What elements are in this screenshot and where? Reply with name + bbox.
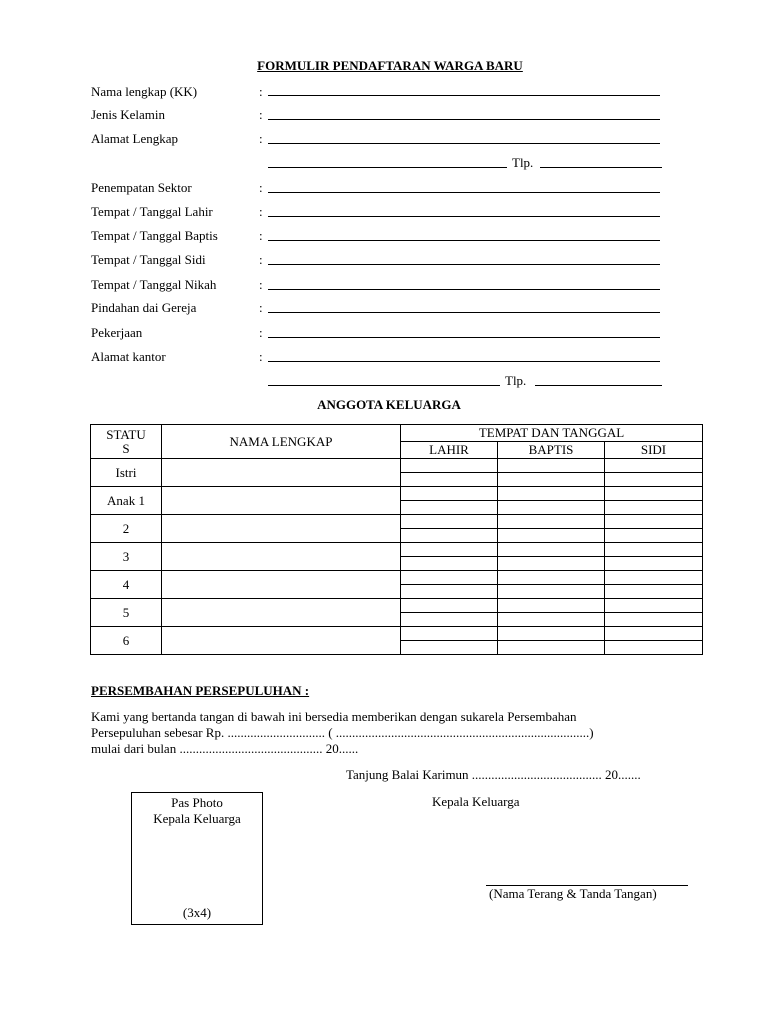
row-status-child-1: Anak 1 xyxy=(91,487,162,515)
baptism-cell[interactable] xyxy=(498,641,605,655)
family-members-table xyxy=(90,424,703,655)
birth-cell[interactable] xyxy=(401,459,498,473)
birth-cell[interactable] xyxy=(401,557,498,571)
birth-cell[interactable] xyxy=(401,641,498,655)
name-cell[interactable] xyxy=(162,515,401,543)
confirmation-cell[interactable] xyxy=(605,641,703,655)
field-label-confirmation: Tempat / Tanggal Sidi xyxy=(91,252,206,267)
family-heading: ANGGOTA KELUARGA xyxy=(317,397,461,412)
field-colon: : xyxy=(259,325,263,340)
birth-cell[interactable] xyxy=(401,529,498,543)
confirmation-cell[interactable] xyxy=(605,627,703,641)
previous-church-field[interactable] xyxy=(268,312,660,313)
tithe-line-1: Kami yang bertanda tangan di bawah ini bersedia memberikan dengan sukarela Persembahan xyxy=(91,709,577,724)
baptism-field[interactable] xyxy=(268,240,660,241)
photo-box xyxy=(131,792,263,925)
name-cell[interactable] xyxy=(162,459,401,487)
birth-cell[interactable] xyxy=(401,585,498,599)
baptism-cell[interactable] xyxy=(498,515,605,529)
row-status-child-2: 2 xyxy=(91,515,162,543)
confirmation-cell[interactable] xyxy=(605,571,703,585)
field-colon: : xyxy=(259,107,263,122)
baptism-cell[interactable] xyxy=(498,501,605,515)
birth-cell[interactable] xyxy=(401,515,498,529)
confirmation-cell[interactable] xyxy=(605,557,703,571)
signature-title: Kepala Keluarga xyxy=(432,794,520,809)
gender-field[interactable] xyxy=(268,119,660,120)
field-label-address: Alamat Lengkap xyxy=(91,131,178,146)
name-cell[interactable] xyxy=(162,571,401,599)
col-header-status xyxy=(91,425,162,459)
confirmation-cell[interactable] xyxy=(605,459,703,473)
baptism-cell[interactable] xyxy=(498,613,605,627)
field-colon: : xyxy=(259,180,263,195)
confirmation-cell[interactable] xyxy=(605,585,703,599)
birth-cell[interactable] xyxy=(401,473,498,487)
tithe-paragraph xyxy=(91,709,701,757)
field-colon: : xyxy=(259,204,263,219)
confirmation-cell[interactable] xyxy=(605,613,703,627)
row-status-child-5: 5 xyxy=(91,599,162,627)
birth-cell[interactable] xyxy=(401,501,498,515)
field-colon: : xyxy=(259,228,263,243)
field-colon: : xyxy=(259,349,263,364)
photo-label-line1: Pas Photo xyxy=(171,795,223,810)
baptism-cell[interactable] xyxy=(498,529,605,543)
row-status-child-6: 6 xyxy=(91,627,162,655)
name-cell[interactable] xyxy=(162,599,401,627)
field-colon: : xyxy=(259,84,263,99)
col-header-name: NAMA LENGKAP xyxy=(162,425,401,459)
baptism-cell[interactable] xyxy=(498,557,605,571)
baptism-cell[interactable] xyxy=(498,473,605,487)
photo-size-label: (3x4) xyxy=(182,905,212,920)
address-field[interactable] xyxy=(268,143,660,144)
row-status-child-4: 4 xyxy=(91,571,162,599)
field-colon: : xyxy=(259,252,263,267)
birth-cell[interactable] xyxy=(401,543,498,557)
col-header-birth: LAHIR xyxy=(401,442,498,459)
place-date-line: Tanjung Balai Karimun ........................................ 20....... xyxy=(346,767,641,782)
tithe-line-3: mulai dari bulan ............................................ 20...... xyxy=(91,741,359,756)
confirmation-cell[interactable] xyxy=(605,599,703,613)
office-phone-field[interactable] xyxy=(535,385,662,386)
confirmation-cell[interactable] xyxy=(605,529,703,543)
table-row xyxy=(91,627,703,641)
confirmation-field[interactable] xyxy=(268,264,660,265)
tithe-line-2: Persepuluhan sebesar Rp. .............................. ( ..............................................................................) xyxy=(91,725,594,740)
col-header-place-date: TEMPAT DAN TANGGAL xyxy=(401,425,703,442)
field-label-sector: Penempatan Sektor xyxy=(91,180,192,195)
photo-label-line2: Kepala Keluarga xyxy=(153,811,241,826)
address-field-line2[interactable] xyxy=(268,167,507,168)
field-label-birth: Tempat / Tanggal Lahir xyxy=(91,204,213,219)
full-name-field[interactable] xyxy=(268,95,660,96)
marriage-field[interactable] xyxy=(268,289,660,290)
phone-field[interactable] xyxy=(540,167,662,168)
occupation-field[interactable] xyxy=(268,337,660,338)
baptism-cell[interactable] xyxy=(498,585,605,599)
field-colon: : xyxy=(259,131,263,146)
birth-cell[interactable] xyxy=(401,627,498,641)
baptism-cell[interactable] xyxy=(498,599,605,613)
baptism-cell[interactable] xyxy=(498,627,605,641)
field-label-occupation: Pekerjaan xyxy=(91,325,143,340)
row-status-child-3: 3 xyxy=(91,543,162,571)
col-header-status-line2: S xyxy=(122,440,130,456)
field-label-marriage: Tempat / Tanggal Nikah xyxy=(91,277,217,292)
confirmation-cell[interactable] xyxy=(605,501,703,515)
field-label-baptism: Tempat / Tanggal Baptis xyxy=(91,228,218,243)
birth-field[interactable] xyxy=(268,216,660,217)
form-title: FORMULIR PENDAFTARAN WARGA BARU xyxy=(257,58,523,73)
office-address-field[interactable] xyxy=(268,361,660,362)
baptism-cell[interactable] xyxy=(498,459,605,473)
table-row xyxy=(91,515,703,529)
tithe-heading: PERSEMBAHAN PERSEPULUHAN : xyxy=(91,683,310,698)
birth-cell[interactable] xyxy=(401,613,498,627)
name-cell[interactable] xyxy=(162,627,401,655)
baptism-cell[interactable] xyxy=(498,571,605,585)
table-row xyxy=(91,571,703,585)
table-row xyxy=(91,487,703,501)
baptism-cell[interactable] xyxy=(498,543,605,557)
birth-cell[interactable] xyxy=(401,571,498,585)
field-label-gender: Jenis Kelamin xyxy=(91,107,166,122)
confirmation-cell[interactable] xyxy=(605,515,703,529)
name-cell[interactable] xyxy=(162,543,401,571)
confirmation-cell[interactable] xyxy=(605,473,703,487)
baptism-cell[interactable] xyxy=(498,487,605,501)
field-colon: : xyxy=(259,277,263,292)
confirmation-cell[interactable] xyxy=(605,543,703,557)
col-header-confirmation: SIDI xyxy=(605,442,703,459)
row-status-wife: Istri xyxy=(91,459,162,487)
col-header-status-line1: STATU xyxy=(106,426,146,442)
field-label-full-name: Nama lengkap (KK) xyxy=(91,84,198,99)
office-phone-label: Tlp. xyxy=(505,373,527,388)
col-header-baptism: BAPTIS xyxy=(498,442,605,459)
table-row xyxy=(91,459,703,473)
field-label-office-address: Alamat kantor xyxy=(91,349,166,364)
phone-label: Tlp. xyxy=(512,155,534,170)
signature-caption: (Nama Terang & Tanda Tangan) xyxy=(489,886,657,901)
birth-cell[interactable] xyxy=(401,487,498,501)
confirmation-cell[interactable] xyxy=(605,487,703,501)
office-address-field-line2[interactable] xyxy=(268,385,500,386)
sector-field[interactable] xyxy=(268,192,660,193)
field-colon: : xyxy=(259,300,263,315)
name-cell[interactable] xyxy=(162,487,401,515)
table-row xyxy=(91,543,703,557)
birth-cell[interactable] xyxy=(401,599,498,613)
table-row xyxy=(91,599,703,613)
field-label-previous-church: Pindahan dai Gereja xyxy=(91,300,197,315)
